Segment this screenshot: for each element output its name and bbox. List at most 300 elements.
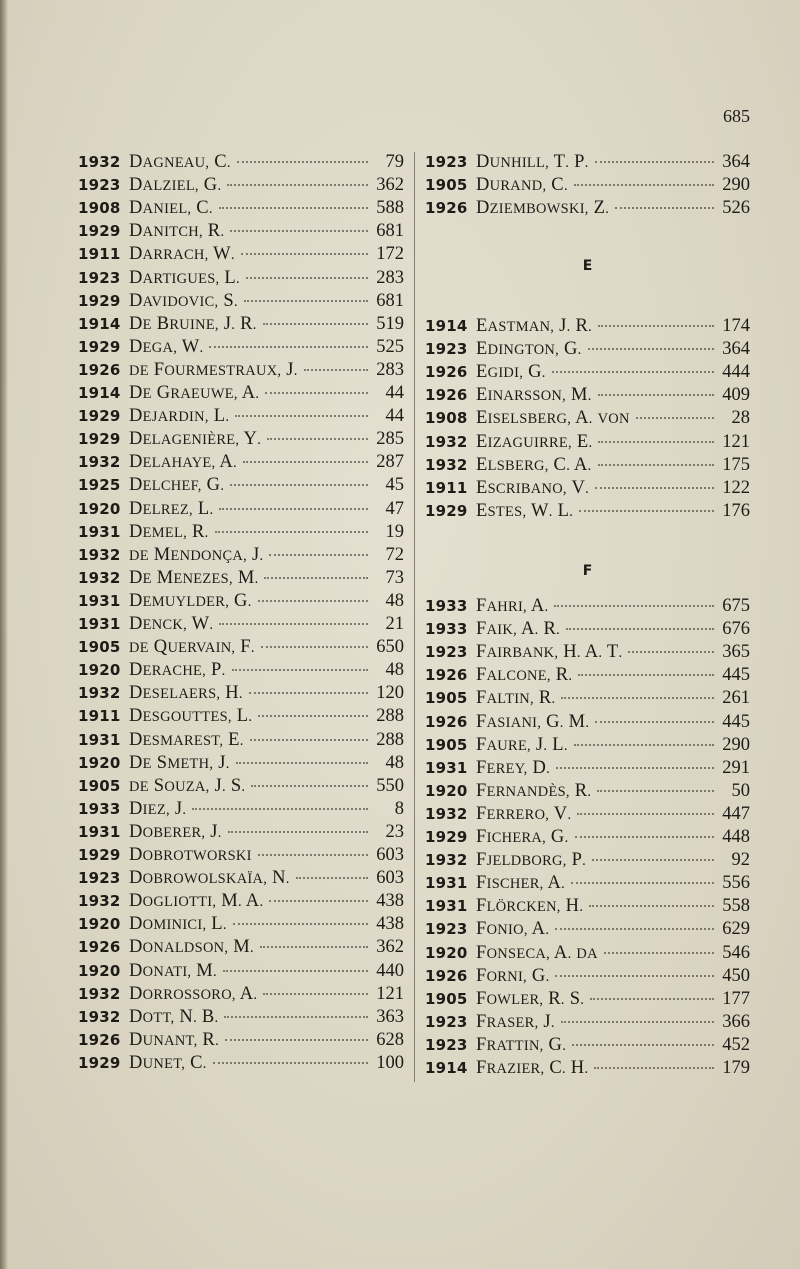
index-entry [425, 642, 750, 665]
entry-page-number: 452 [722, 1034, 750, 1055]
index-entry [425, 896, 750, 919]
entry-page-number: 629 [722, 919, 750, 940]
entry-year: 1931 [425, 874, 468, 893]
entry-author-name: EIZAGUIRRE, E. [476, 431, 593, 452]
dot-leader [243, 461, 368, 463]
entry-author-name: DONALDSON, M. [129, 937, 254, 958]
entry-year: 1914 [78, 314, 121, 333]
dot-leader [598, 464, 714, 466]
entry-year: 1914 [425, 317, 468, 335]
dot-leader [209, 346, 368, 348]
dot-leader [598, 394, 714, 396]
entry-page-number: 448 [722, 827, 750, 847]
index-entry [78, 291, 404, 314]
dot-leader [578, 674, 714, 676]
index-entry [425, 432, 750, 455]
dot-leader [263, 323, 368, 325]
dot-leader [261, 646, 368, 648]
dot-leader [561, 1021, 714, 1023]
entry-year: 1905 [425, 176, 468, 195]
dot-leader [192, 808, 368, 810]
entry-page-number: 72 [385, 544, 404, 565]
dot-leader [572, 1044, 714, 1046]
dot-leader [555, 975, 714, 977]
entry-author-name: ESCRIBANO, V. [476, 477, 590, 498]
index-entry [78, 383, 404, 406]
dot-leader [595, 161, 714, 163]
entry-page-number: 628 [376, 1029, 404, 1050]
entry-author-name: DELCHEF, G. [129, 475, 225, 496]
entry-author-name: FEREY, D. [476, 757, 551, 778]
index-entry [78, 360, 404, 383]
entry-page-number: 28 [731, 408, 750, 429]
entry-year: 1920 [78, 499, 121, 518]
dot-leader [304, 369, 368, 371]
dot-leader [230, 484, 368, 486]
entry-year: 1932 [78, 1007, 121, 1026]
entry-year: 1932 [78, 684, 121, 703]
dot-leader [571, 882, 714, 884]
entry-year: 1923 [425, 1012, 468, 1031]
entry-year: 1929 [78, 407, 121, 426]
column-divider [414, 152, 415, 1082]
entry-year: 1932 [78, 892, 121, 911]
entry-page-number: 526 [722, 198, 750, 219]
entry-year: 1923 [425, 340, 468, 359]
entry-page-number: 364 [722, 152, 750, 172]
dot-leader [246, 277, 368, 279]
entry-year: 1929 [78, 291, 121, 310]
entry-author-name: DEGA, W. [129, 336, 204, 357]
dot-leader [552, 371, 714, 373]
index-entry [425, 781, 750, 804]
index-entry [78, 683, 404, 706]
dot-leader [267, 438, 368, 440]
entry-page-number: 47 [385, 498, 404, 519]
dot-leader [597, 790, 714, 792]
index-entry [78, 914, 404, 937]
entry-page-number: 550 [376, 775, 404, 796]
index-entry [425, 827, 750, 850]
dot-leader [574, 744, 714, 746]
entry-author-name: FICHERA, G. [476, 827, 569, 847]
entry-year: 1931 [78, 522, 121, 541]
entry-page-number: 440 [376, 960, 404, 981]
dot-leader [594, 1067, 714, 1069]
entry-author-name: DIEZ, J. [129, 798, 187, 819]
entry-author-name: FRASER, J. [476, 1011, 555, 1032]
entry-author-name: DALZIEL, G. [129, 175, 222, 196]
entry-year: 1931 [425, 897, 468, 916]
dot-leader [241, 253, 368, 255]
entry-page-number: 363 [376, 1006, 404, 1027]
entry-author-name: FALCONE, R. [476, 665, 573, 686]
section-heading-f: F [582, 563, 593, 579]
entry-year: 1932 [78, 153, 121, 171]
entry-author-name: EDINGTON, G. [476, 339, 582, 360]
entry-page-number: 122 [722, 477, 750, 498]
entry-year: 1931 [78, 615, 121, 633]
entry-page-number: 23 [385, 821, 404, 842]
index-entry [78, 314, 404, 337]
entry-author-name: DELAGENIÈRE, Y. [129, 429, 262, 450]
entry-page-number: 120 [376, 683, 404, 704]
dot-leader [219, 508, 368, 510]
entry-page-number: 290 [722, 734, 750, 755]
entry-author-name: FLÖRCKEN, H. [476, 896, 584, 917]
dot-leader [250, 739, 368, 741]
dot-leader [258, 600, 368, 602]
dot-leader [577, 813, 714, 815]
entry-author-name: DURAND, C. [476, 175, 568, 196]
entry-page-number: 525 [376, 336, 404, 357]
entry-page-number: 177 [722, 988, 750, 1009]
dot-leader [269, 900, 368, 902]
dot-leader [598, 325, 714, 327]
dot-leader [636, 417, 714, 419]
entry-year: 1931 [78, 591, 121, 610]
entry-author-name: DE FOURMESTRAUX, J. [129, 359, 298, 380]
entry-author-name: DZIEMBOWSKI, Z. [476, 198, 610, 219]
entry-page-number: 445 [722, 665, 750, 686]
index-entry [78, 637, 404, 660]
entry-author-name: DUNANT, R. [129, 1029, 219, 1050]
index-entry [78, 198, 404, 221]
entry-page-number: 121 [376, 983, 404, 1004]
entry-author-name: FOWLER, R. S. [476, 988, 585, 1009]
entry-page-number: 287 [376, 452, 404, 473]
entry-page-number: 79 [385, 152, 404, 172]
dot-leader [579, 510, 714, 512]
entry-page-number: 44 [385, 406, 404, 427]
entry-author-name: DAGNEAU, C. [129, 152, 231, 172]
entry-year: 1929 [78, 222, 121, 241]
entry-author-name: DAVIDOVIC, S. [129, 290, 238, 311]
dot-leader [244, 300, 368, 302]
index-entry [78, 614, 404, 637]
index-entry [78, 868, 404, 891]
entry-year: 1905 [78, 776, 121, 795]
entry-year: 1926 [425, 363, 468, 382]
index-entry [78, 937, 404, 960]
entry-page-number: 48 [385, 590, 404, 611]
entry-year: 1929 [425, 828, 468, 846]
dot-leader [589, 905, 714, 907]
entry-page-number: 444 [722, 362, 750, 383]
entry-page-number: 285 [376, 429, 404, 450]
entry-author-name: DUNHILL, T. P. [476, 152, 589, 172]
entry-year: 1932 [425, 804, 468, 823]
index-entry [78, 522, 404, 545]
entry-author-name: FERRERO, V. [476, 803, 572, 824]
entry-author-name: DE SOUZA, J. S. [129, 775, 246, 796]
index-entry [425, 665, 750, 688]
dot-leader [228, 831, 368, 833]
index-entry [78, 961, 404, 984]
entry-page-number: 48 [385, 660, 404, 681]
entry-year: 1929 [78, 430, 121, 449]
entry-year: 1929 [78, 337, 121, 356]
dot-leader [615, 207, 714, 209]
dot-leader [219, 207, 368, 209]
entry-page-number: 681 [376, 221, 404, 242]
entry-author-name: DUNET, C. [129, 1052, 207, 1073]
entry-author-name: DELREZ, L. [129, 498, 214, 519]
entry-page-number: 288 [376, 706, 404, 727]
entry-author-name: FAIK, A. R. [476, 619, 561, 640]
index-entry [425, 804, 750, 827]
entry-year: 1931 [78, 822, 121, 841]
entry-year: 1908 [78, 199, 121, 218]
dot-leader [232, 669, 368, 671]
dot-leader [561, 697, 714, 699]
entry-year: 1923 [425, 643, 468, 662]
entry-year: 1920 [425, 943, 468, 962]
entry-author-name: DEMEL, R. [129, 521, 209, 542]
entry-year: 1920 [78, 753, 121, 772]
dot-leader [265, 392, 368, 394]
entry-year: 1932 [425, 851, 468, 870]
entry-author-name: EGIDI, G. [476, 362, 546, 383]
dot-leader [604, 952, 714, 954]
entry-author-name: DESELAERS, H. [129, 683, 243, 704]
index-entry [425, 919, 750, 942]
dot-leader [251, 785, 368, 787]
dot-leader [588, 348, 714, 350]
dot-leader [227, 184, 368, 186]
entry-year: 1932 [78, 568, 121, 587]
dot-leader [260, 946, 368, 948]
dot-leader [264, 577, 368, 579]
entry-page-number: 174 [722, 316, 750, 336]
index-entry [78, 799, 404, 822]
entry-year: 1931 [425, 758, 468, 777]
entry-author-name: DE MENEZES, M. [129, 567, 259, 588]
entry-author-name: DE BRUINE, J. R. [129, 313, 257, 334]
entry-year: 1914 [425, 1059, 468, 1077]
entry-year: 1925 [78, 476, 121, 495]
entry-year: 1933 [425, 620, 468, 639]
entry-author-name: DORROSSORO, A. [129, 983, 258, 1004]
entry-author-name: DE QUERVAIN, F. [129, 637, 255, 658]
entry-year: 1905 [78, 638, 121, 657]
entry-year: 1923 [78, 176, 121, 195]
index-entry [78, 499, 404, 522]
entry-page-number: 603 [376, 868, 404, 889]
dot-leader [575, 836, 715, 838]
entry-page-number: 19 [385, 521, 404, 542]
dot-leader [230, 230, 368, 232]
entry-page-number: 8 [394, 798, 404, 819]
index-entry [425, 408, 750, 431]
entry-author-name: DEJARDIN, L. [129, 406, 230, 427]
entry-year: 1926 [425, 666, 468, 685]
entry-author-name: FALTIN, R. [476, 688, 556, 709]
entry-page-number: 558 [722, 896, 750, 917]
entry-author-name: FRAZIER, C. H. [476, 1058, 589, 1078]
index-entry [425, 316, 750, 339]
dot-leader [219, 623, 368, 625]
entry-page-number: 519 [376, 313, 404, 334]
entry-author-name: DARTIGUES, L. [129, 267, 240, 288]
index-entry [425, 688, 750, 711]
entry-page-number: 362 [376, 175, 404, 196]
index-entry [78, 221, 404, 244]
entry-year: 1911 [78, 245, 121, 264]
entry-author-name: FAIRBANK, H. A. T. [476, 642, 623, 663]
dot-leader [592, 859, 714, 861]
entry-year: 1929 [425, 501, 468, 520]
entry-page-number: 556 [722, 873, 750, 894]
index-entry [425, 175, 750, 198]
entry-page-number: 100 [376, 1052, 404, 1073]
entry-year: 1908 [425, 409, 468, 428]
entry-year: 1926 [425, 386, 468, 405]
entry-page-number: 450 [722, 965, 750, 986]
index-entry [78, 591, 404, 614]
entry-page-number: 409 [722, 385, 750, 406]
entry-author-name: DESMAREST, E. [129, 729, 244, 750]
entry-page-number: 445 [722, 711, 750, 732]
entry-year: 1926 [78, 938, 121, 957]
entry-year: 1923 [425, 153, 468, 171]
entry-page-number: 366 [722, 1011, 750, 1032]
entry-page-number: 676 [722, 619, 750, 640]
entry-page-number: 438 [376, 914, 404, 935]
entry-page-number: 179 [722, 1058, 750, 1078]
entry-page-number: 48 [385, 752, 404, 773]
entry-page-number: 650 [376, 637, 404, 658]
dot-leader [595, 721, 714, 723]
entry-author-name: DONATI, M. [129, 960, 217, 981]
dot-leader [258, 854, 368, 856]
index-entry [425, 989, 750, 1012]
index-entry [425, 478, 750, 501]
entry-author-name: DOBERER, J. [129, 821, 222, 842]
index-entry [78, 660, 404, 683]
index-entry [425, 1035, 750, 1058]
index-entry [425, 943, 750, 966]
entry-page-number: 546 [722, 942, 750, 963]
index-entry [78, 753, 404, 776]
index-entry [425, 712, 750, 735]
entry-author-name: FJELDBORG, P. [476, 850, 587, 871]
index-entry [78, 1030, 404, 1053]
index-entry [425, 596, 750, 619]
entry-author-name: DE SMETH, J. [129, 752, 230, 773]
entry-page-number: 283 [376, 267, 404, 288]
index-entry [425, 385, 750, 408]
index-entry [78, 152, 404, 175]
index-entry [78, 268, 404, 291]
entry-year: 1923 [425, 920, 468, 939]
index-entry [78, 706, 404, 729]
entry-author-name: DOGLIOTTI, M. A. [129, 891, 264, 912]
entry-year: 1931 [78, 730, 121, 749]
entry-year: 1926 [425, 712, 468, 731]
index-entry [425, 455, 750, 478]
entry-author-name: FAHRI, A. [476, 596, 549, 616]
entry-year: 1929 [78, 1053, 121, 1072]
dot-leader [566, 628, 714, 630]
index-entry [78, 776, 404, 799]
index-entry [78, 337, 404, 360]
index-entry [78, 452, 404, 475]
entry-year: 1905 [425, 735, 468, 754]
index-entry [425, 501, 750, 524]
entry-page-number: 290 [722, 175, 750, 196]
entry-page-number: 365 [722, 642, 750, 663]
entry-year: 1920 [78, 961, 121, 980]
index-entry [425, 619, 750, 642]
dot-leader [233, 923, 368, 925]
entry-year: 1926 [78, 1030, 121, 1049]
dot-leader [224, 1016, 368, 1018]
entry-page-number: 364 [722, 339, 750, 360]
index-entry [78, 429, 404, 452]
dot-leader [555, 928, 714, 930]
entry-page-number: 283 [376, 359, 404, 380]
index-entry [425, 735, 750, 758]
index-entry [425, 1012, 750, 1035]
index-entry [78, 845, 404, 868]
dot-leader [269, 554, 368, 556]
index-entry [78, 984, 404, 1007]
dot-leader [263, 993, 368, 995]
entry-author-name: EISELSBERG, A. VON [476, 408, 630, 429]
entry-year: 1932 [78, 453, 121, 472]
entry-page-number: 438 [376, 891, 404, 912]
index-entry [78, 1007, 404, 1030]
dot-leader [249, 692, 368, 694]
entry-author-name: ESTES, W. L. [476, 500, 574, 521]
index-entry [78, 1053, 404, 1076]
dot-leader [236, 762, 368, 764]
index-entry [425, 850, 750, 873]
section-heading-e: E [582, 258, 593, 274]
dot-leader [223, 970, 368, 972]
entry-page-number: 176 [722, 500, 750, 521]
index-entry [425, 339, 750, 362]
entry-year: 1926 [425, 199, 468, 218]
dot-leader [554, 605, 714, 607]
entry-year: 1932 [78, 545, 121, 564]
entry-year: 1923 [425, 1035, 468, 1054]
index-entry [78, 730, 404, 753]
index-entry [78, 475, 404, 498]
entry-page-number: 121 [722, 431, 750, 452]
entry-author-name: DENCK, W. [129, 614, 214, 634]
index-entry [78, 891, 404, 914]
index-entry [425, 362, 750, 385]
entry-author-name: FERNANDÈS, R. [476, 780, 592, 801]
entry-page-number: 288 [376, 729, 404, 750]
entry-year: 1933 [425, 597, 468, 615]
entry-author-name: FISCHER, A. [476, 873, 566, 894]
index-entry [78, 568, 404, 591]
entry-year: 1911 [78, 707, 121, 726]
entry-year: 1923 [78, 268, 121, 287]
entry-author-name: FONSECA, A. DA [476, 942, 598, 963]
index-entry [425, 198, 750, 221]
entry-year: 1914 [78, 384, 121, 402]
index-entry [78, 175, 404, 198]
entry-author-name: ELSBERG, C. A. [476, 454, 592, 475]
entry-page-number: 675 [722, 596, 750, 616]
index-entry [425, 758, 750, 781]
entry-author-name: DEMUYLDER, G. [129, 590, 252, 611]
entry-page-number: 447 [722, 803, 750, 824]
